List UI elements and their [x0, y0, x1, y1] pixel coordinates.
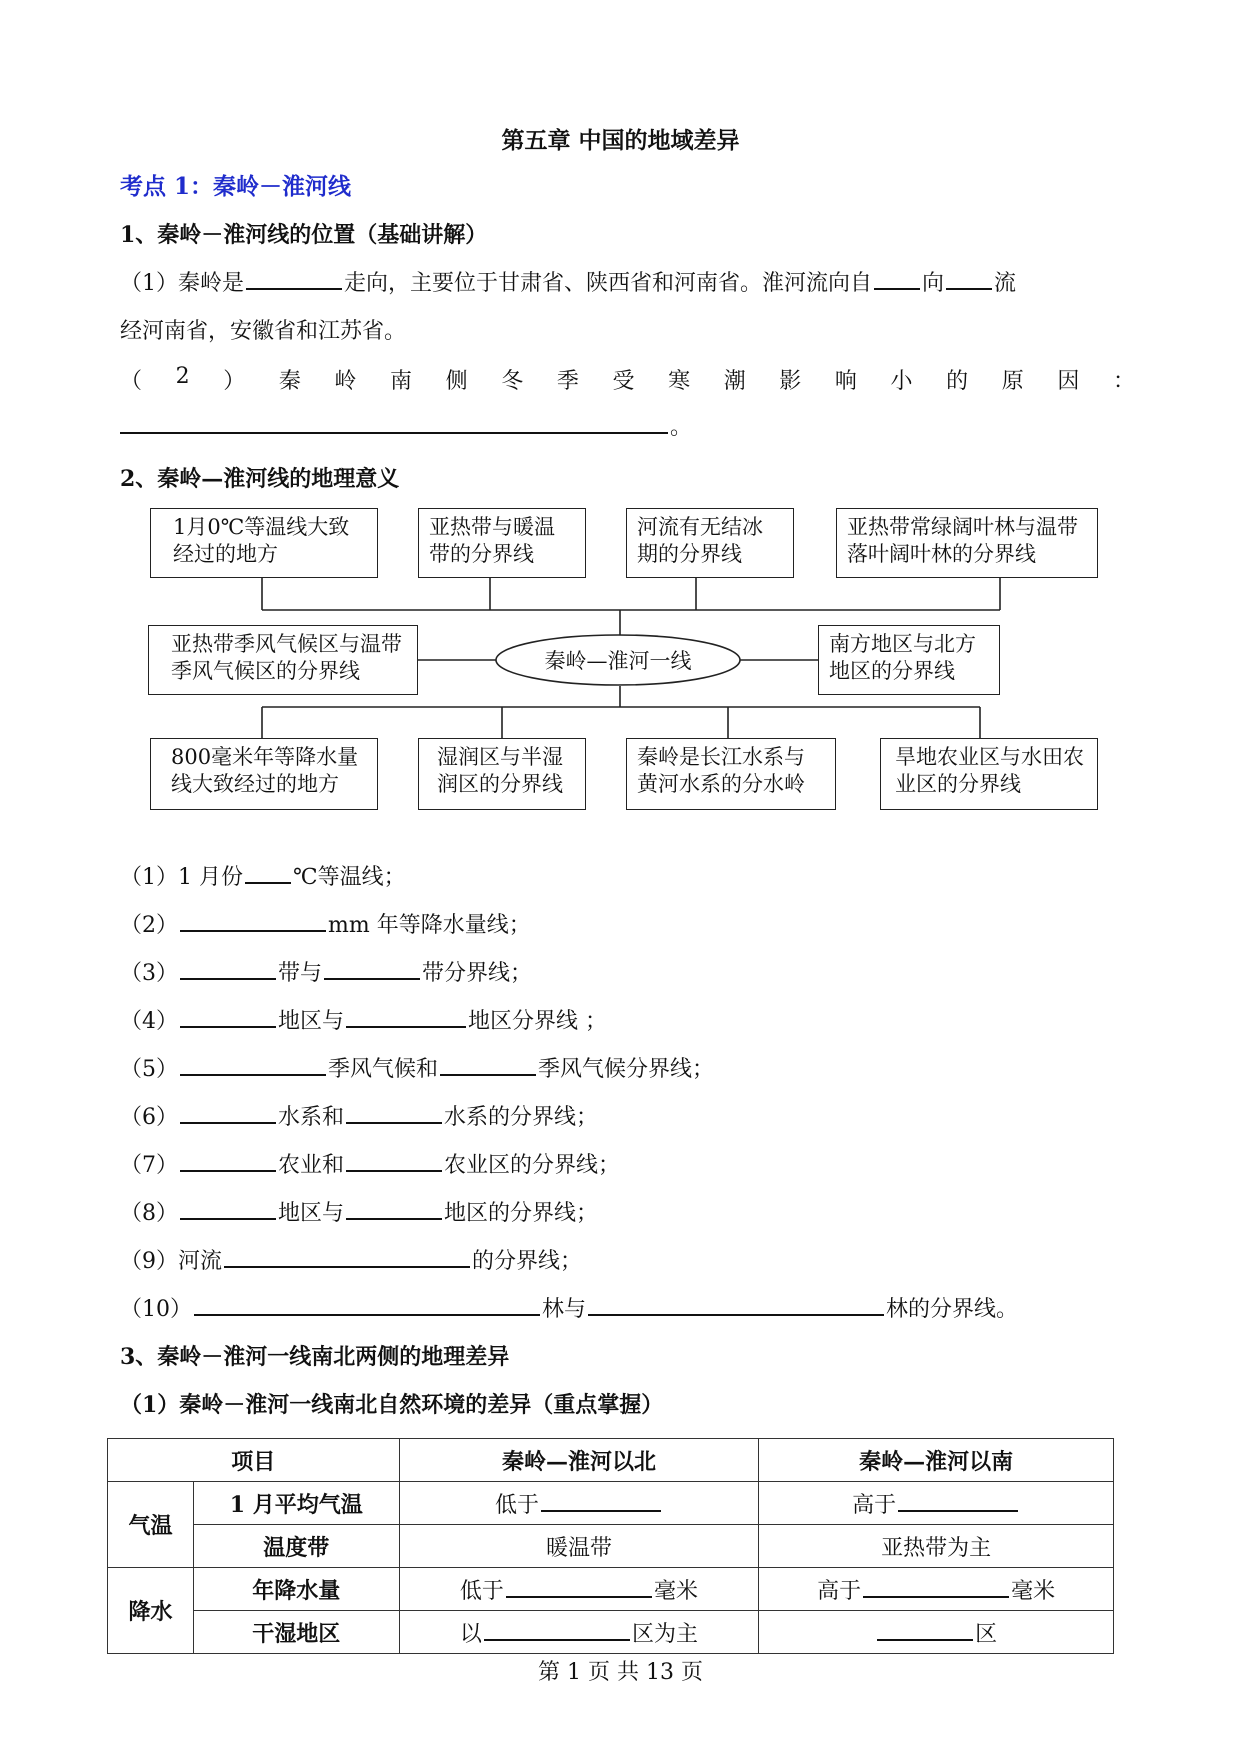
question-2-char: ：	[1112, 369, 1135, 394]
table-row	[108, 1611, 1114, 1654]
question-2-char: 季	[556, 369, 579, 394]
blank[interactable]	[180, 1196, 276, 1220]
item-3: （3） 带与 带分界线；	[120, 956, 532, 987]
diagram-box-watershed: 秦岭是长江水系与黄河水系的分水岭	[626, 738, 836, 810]
cell-dry-north: 以 区为主	[399, 1611, 759, 1654]
table-header-row	[108, 1439, 1114, 1482]
row-label-precipitation: 降水	[108, 1568, 194, 1654]
table-row	[108, 1568, 1114, 1611]
blank[interactable]	[346, 1196, 442, 1220]
question-2-char: 潮	[723, 369, 746, 394]
blank[interactable]	[245, 860, 291, 884]
blank[interactable]	[588, 1292, 884, 1316]
question-2-char: 冬	[501, 369, 524, 394]
cell-jan-north: 低于	[399, 1482, 759, 1525]
item-4: （4） 地区与 地区分界线 ；	[120, 1004, 607, 1035]
header-item: 项目	[108, 1439, 400, 1482]
blank[interactable]	[180, 1148, 276, 1172]
question-2-char: 2	[175, 364, 190, 389]
blank[interactable]	[224, 1244, 470, 1268]
diagram-box-0c-isotherm: 1月0℃等温线大致经过的地方	[150, 508, 378, 578]
diagram-box-forest-boundary: 亚热带常绿阔叶林与温带落叶阔叶林的分界线	[836, 508, 1098, 578]
diagram-box-humid: 湿润区与半湿润区的分界线	[418, 738, 586, 810]
item-8: （8） 地区与 地区的分界线；	[120, 1196, 598, 1227]
question-2-char: 原	[1001, 369, 1024, 394]
question-2-char: 受	[612, 369, 635, 394]
question-2-char: 岭	[334, 369, 357, 394]
item-2: （2） mm 年等降水量线；	[120, 908, 531, 939]
row-label-jan-temp: 1 月平均气温	[193, 1482, 399, 1525]
heading-3: 3、秦岭－淮河一线南北两侧的地理差异	[120, 1344, 510, 1370]
blank[interactable]	[180, 1004, 276, 1028]
cell-annual-south: 高于 毫米	[759, 1568, 1114, 1611]
item-5: （5） 季风气候和 季风气候分界线；	[120, 1052, 714, 1083]
blank[interactable]	[180, 908, 326, 932]
question-2-char: 寒	[668, 369, 691, 394]
blank[interactable]	[180, 956, 276, 980]
blank[interactable]	[898, 1488, 1018, 1512]
diagram-box-climate-boundary: 亚热带季风气候区与温带季风气候区的分界线	[148, 625, 418, 695]
blank[interactable]	[506, 1574, 652, 1598]
subheading-3-1: （1）秦岭－淮河一线南北自然环境的差异（重点掌握）	[120, 1392, 664, 1418]
question-2-char: 响	[834, 369, 857, 394]
diagram-box-river-freezing: 河流有无结冰期的分界线	[626, 508, 794, 578]
row-label-dry-wet: 干湿地区	[193, 1611, 399, 1654]
question-2-char: 的	[946, 369, 969, 394]
question-2-char: ）	[223, 369, 246, 394]
blank[interactable]	[863, 1574, 1009, 1598]
blank[interactable]	[346, 1100, 442, 1124]
question-2-line-2: 。	[120, 410, 692, 441]
item-1: （1）1 月份 ℃等温线；	[120, 860, 406, 891]
question-1-line-1: （1）秦岭是 走向，主要位于甘肃省、陕西省和河南省。淮河流向自 向 流	[120, 266, 1016, 297]
item-10: （10） 林与 林的分界线。	[120, 1292, 1018, 1323]
cell-annual-north: 低于 毫米	[399, 1568, 759, 1611]
comparison-table	[107, 1438, 1114, 1654]
header-south: 秦岭—淮河以南	[759, 1439, 1114, 1482]
heading-1: 1、秦岭－淮河线的位置（基础讲解）	[120, 222, 488, 248]
diagram-connectors	[0, 0, 1241, 820]
header-north: 秦岭—淮河以北	[399, 1439, 759, 1482]
question-2-char: 小	[890, 369, 913, 394]
row-label-annual-precip: 年降水量	[193, 1568, 399, 1611]
cell-jan-south: 高于	[759, 1482, 1114, 1525]
blank[interactable]	[541, 1488, 661, 1512]
blank[interactable]	[877, 1617, 973, 1641]
blank[interactable]	[324, 956, 420, 980]
table-row	[108, 1525, 1114, 1568]
question-2-char: 因	[1057, 369, 1080, 394]
table-row	[108, 1482, 1114, 1525]
blank[interactable]	[346, 1148, 442, 1172]
item-6: （6） 水系和 水系的分界线；	[120, 1100, 598, 1131]
page-title: 第五章 中国的地域差异	[501, 127, 740, 154]
item-7: （7） 农业和 农业区的分界线；	[120, 1148, 620, 1179]
blank[interactable]	[484, 1617, 630, 1641]
diagram-center-label: 秦岭—淮河一线	[544, 649, 692, 673]
page-footer: 第 1 页 共 13 页	[538, 1660, 703, 1685]
cell-zone-north: 暖温带	[399, 1525, 759, 1568]
diagram-box-subtropical-warm-temperate: 亚热带与暖温带的分界线	[418, 508, 586, 578]
blank[interactable]	[440, 1052, 536, 1076]
section-heading: 考点 1：秦岭－淮河线	[120, 173, 352, 200]
question-2-char: 影	[779, 369, 802, 394]
row-label-temperature: 气温	[108, 1482, 194, 1568]
question-2-char: 侧	[445, 369, 468, 394]
blank[interactable]	[180, 1100, 276, 1124]
diagram-box-800mm: 800毫米年等降水量线大致经过的地方	[150, 738, 378, 810]
question-2-char: 南	[390, 369, 413, 394]
blank[interactable]	[346, 1004, 466, 1028]
diagram-box-south-north: 南方地区与北方地区的分界线	[818, 625, 1000, 695]
question-2-char: 秦	[278, 369, 301, 394]
row-label-temp-zone: 温度带	[193, 1525, 399, 1568]
question-2-char: （	[120, 369, 143, 394]
blank[interactable]	[180, 1052, 326, 1076]
item-9: （9）河流 的分界线；	[120, 1244, 582, 1275]
heading-2: 2、秦岭—淮河线的地理意义	[120, 466, 400, 492]
question-1-line-2: 经河南省，安徽省和江苏省。	[120, 319, 407, 344]
cell-dry-south: 区	[759, 1611, 1114, 1654]
cell-zone-south: 亚热带为主	[759, 1525, 1114, 1568]
diagram-box-agriculture: 旱地农业区与水田农业区的分界线	[880, 738, 1098, 810]
blank[interactable]	[194, 1292, 540, 1316]
